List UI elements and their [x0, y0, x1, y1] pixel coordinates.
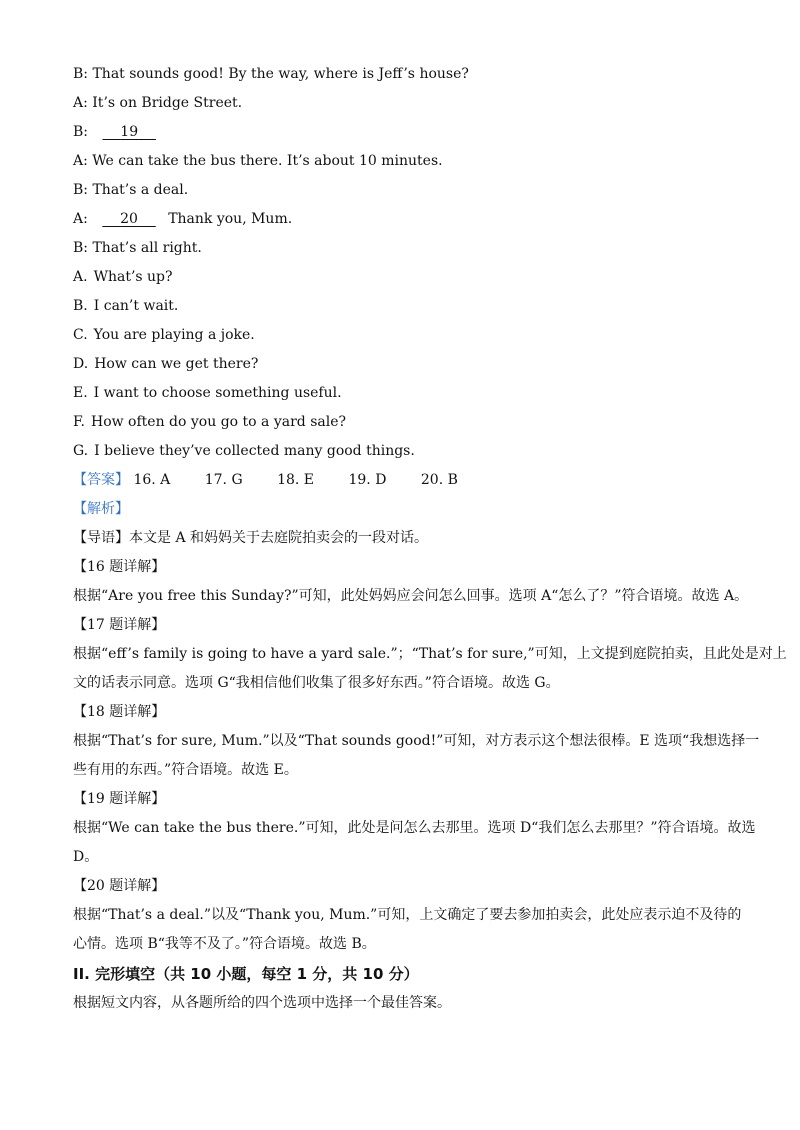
answer-item: 18. E — [277, 472, 315, 488]
document-page — [73, 60, 787, 1018]
detail-19 — [73, 785, 756, 872]
options-list — [73, 263, 733, 466]
detail-heading: 【18 题详解】 — [73, 704, 166, 720]
dialogue-text: That sounds good! By the way, where is Jeff’s house? — [92, 66, 469, 82]
detail-line: 根据“That’s a deal.”以及“Thank you, Mum.”可知，上文确定了要去参加拍卖会，此处应表示迫不及待的 — [73, 907, 742, 923]
guide-text: 【导语】本文是 A 和妈妈关于去庭院拍卖会的一段对话。 — [73, 530, 429, 546]
speaker: B: — [73, 240, 89, 256]
detail-line: 心情。选项 B“我等不及了。”符合语境。故选 B。 — [73, 936, 376, 952]
detail-line: 根据“Are you free this Sunday?”可知，此处妈妈应会问怎么回事。选项 A“怎么了？”符合语境。故选 A。 — [73, 588, 749, 604]
analysis-label: 【解析】 — [73, 501, 129, 517]
dialogue-line — [73, 205, 733, 234]
option-item: F. How often do you go to a yard sale? — [73, 414, 346, 430]
section-instruction: 根据短文内容，从各题所给的四个选项中选择一个最佳答案。 — [73, 995, 451, 1011]
dialogue-line — [73, 147, 733, 176]
detail-line: 文的话表示同意。选项 G“我相信他们收集了很多好东西。”符合语境。故选 G。 — [73, 675, 560, 691]
answer-item: 20. B — [420, 472, 458, 488]
detail-line: 些有用的东西。”符合语境。故选 E。 — [73, 762, 298, 778]
dialogue-text: We can take the bus there. It’s about 10 minutes. — [92, 153, 443, 169]
dialogue-text: That’s a deal. — [92, 182, 189, 198]
answer-line — [73, 466, 733, 495]
answer-label: 【答案】 — [73, 472, 129, 488]
answer-item: 19. D — [348, 472, 387, 488]
dialogue-line — [73, 89, 733, 118]
answer-item: 16. A — [133, 472, 171, 488]
detail-heading: 【16 题详解】 — [73, 559, 166, 575]
speaker: A: — [73, 211, 88, 227]
option-item: C. You are playing a joke. — [73, 327, 255, 343]
detail-line: 根据“eff’s family is going to have a yard sale.”；“That’s for sure,”可知，上文提到庭院拍卖，且此处是对上 — [73, 646, 787, 662]
option-item: D. How can we get there? — [73, 356, 259, 372]
dialogue-line — [73, 176, 733, 205]
dialogue-line — [73, 60, 733, 89]
option-item: G. I believe they’ve collected many good things. — [73, 443, 415, 459]
detail-16 — [73, 553, 749, 611]
answer-blank-19: 19 — [120, 124, 139, 140]
dialogue-text: That’s all right. — [92, 240, 202, 256]
dialogue — [73, 60, 733, 263]
section-title: II. 完形填空（共 10 小题，每空 1 分，共 10 分） — [73, 965, 419, 983]
speaker: B: — [73, 124, 89, 140]
dialogue-text: It’s on Bridge Street. — [92, 95, 243, 111]
detail-heading: 【20 题详解】 — [73, 878, 166, 894]
dialogue-text: Thank you, Mum. — [168, 211, 293, 227]
speaker: B: — [73, 66, 89, 82]
detail-20 — [73, 872, 742, 959]
answer-blank-20: 20 — [120, 211, 138, 227]
detail-line: 根据“That’s for sure, Mum.”以及“That sounds good!”可知，对方表示这个想法很棒。E 选项“我想选择一 — [73, 733, 760, 749]
speaker: B: — [73, 182, 89, 198]
detail-heading: 【17 题详解】 — [73, 617, 166, 633]
detail-18 — [73, 698, 760, 785]
speaker: A: — [73, 95, 88, 111]
option-item: B. I can’t wait. — [73, 298, 179, 314]
detail-line: D。 — [73, 849, 99, 865]
detail-line: 根据“We can take the bus there.”可知，此处是问怎么去那里。选项 D“我们怎么去那里？”符合语境。故选 — [73, 820, 756, 836]
dialogue-line — [73, 234, 733, 263]
answer-item: 17. G — [204, 472, 243, 488]
option-item: E. I want to choose something useful. — [73, 385, 342, 401]
speaker: A: — [73, 153, 88, 169]
detail-17 — [73, 611, 787, 698]
option-item: A. What’s up? — [73, 269, 173, 285]
detail-heading: 【19 题详解】 — [73, 791, 166, 807]
dialogue-line — [73, 118, 733, 147]
